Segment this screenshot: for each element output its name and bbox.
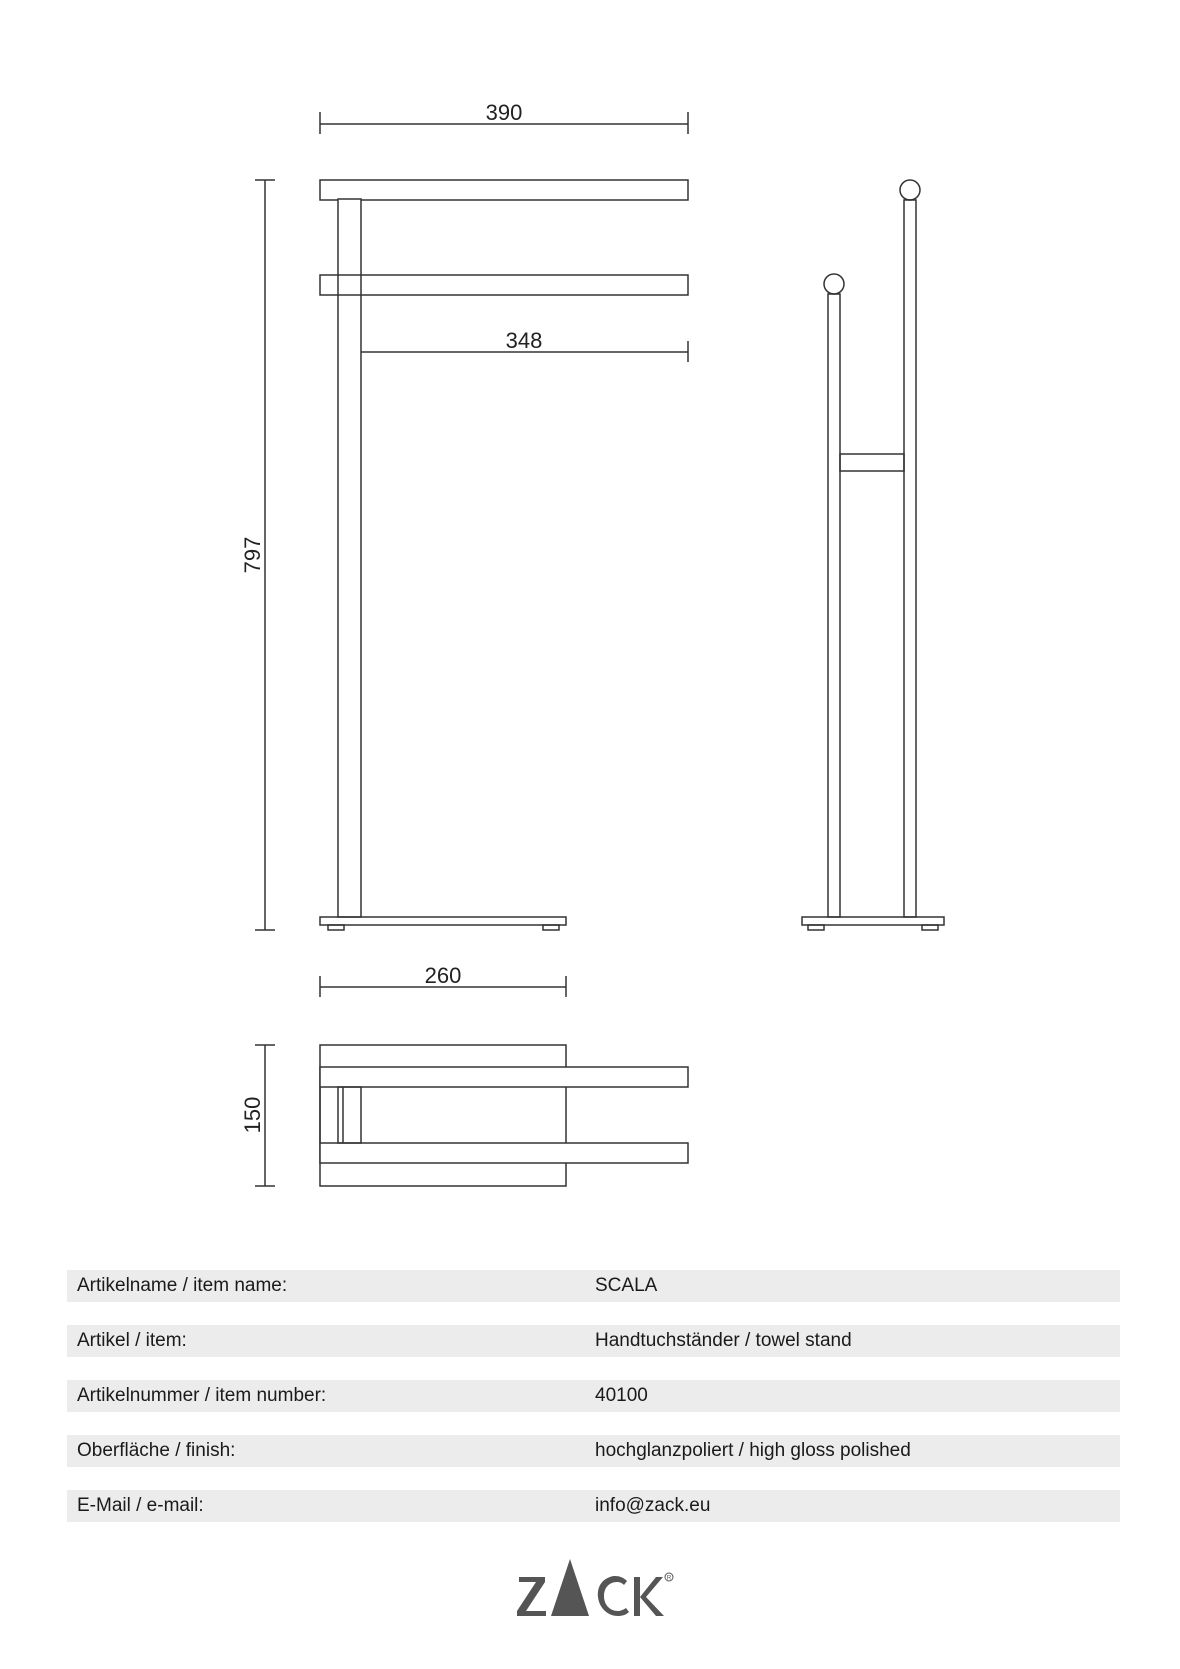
- side-view: [802, 180, 944, 930]
- dim-label-150: 150: [240, 1096, 265, 1134]
- side-knob-short: [824, 274, 844, 294]
- spec-value: Handtuchständer / towel stand: [595, 1330, 852, 1351]
- side-foot-left: [808, 925, 824, 930]
- side-foot-right: [922, 925, 938, 930]
- top-bar-lower: [320, 1143, 688, 1163]
- front-lower-bar: [320, 275, 688, 295]
- spec-row-item-number: [67, 1380, 1120, 1412]
- top-bar-upper: [320, 1067, 688, 1087]
- svg-text:R: R: [666, 1575, 672, 1582]
- spec-value: 40100: [595, 1385, 648, 1406]
- dim-label-390: 390: [485, 100, 523, 125]
- spec-label: Artikel / item:: [77, 1330, 187, 1351]
- spec-row-item-name: [67, 1270, 1120, 1302]
- dim-label-260: 260: [424, 963, 462, 988]
- front-top-bar: [320, 180, 688, 200]
- spec-table: [67, 1270, 1120, 1545]
- top-post-outline: [338, 1087, 361, 1143]
- side-knob-tall: [900, 180, 920, 200]
- spec-label: Artikelnummer / item number:: [77, 1385, 327, 1406]
- front-view: [320, 180, 688, 930]
- side-crossbar: [840, 454, 904, 471]
- spec-label: Artikelname / item name:: [77, 1275, 288, 1296]
- spec-row-finish: [67, 1435, 1120, 1467]
- spec-row-email: [67, 1490, 1120, 1522]
- spec-value: hochglanzpoliert / high gloss polished: [595, 1440, 911, 1461]
- side-base: [802, 917, 944, 925]
- side-post-short: [828, 294, 840, 917]
- spec-value: info@zack.eu: [595, 1495, 711, 1516]
- side-post-tall: [904, 200, 916, 917]
- top-base-plate: [320, 1045, 566, 1186]
- zack-logo: [515, 1555, 675, 1625]
- front-foot-left: [328, 925, 344, 930]
- dim-label-797: 797: [240, 536, 265, 574]
- front-post: [338, 199, 361, 917]
- spec-label: Oberfläche / finish:: [77, 1440, 236, 1461]
- dim-label-348: 348: [505, 328, 543, 353]
- top-view: [320, 1045, 688, 1186]
- front-foot-right: [543, 925, 559, 930]
- spec-row-item: [67, 1325, 1120, 1357]
- spec-value: SCALA: [595, 1275, 658, 1296]
- spec-label: E-Mail / e-mail:: [77, 1495, 204, 1516]
- front-base: [320, 917, 566, 925]
